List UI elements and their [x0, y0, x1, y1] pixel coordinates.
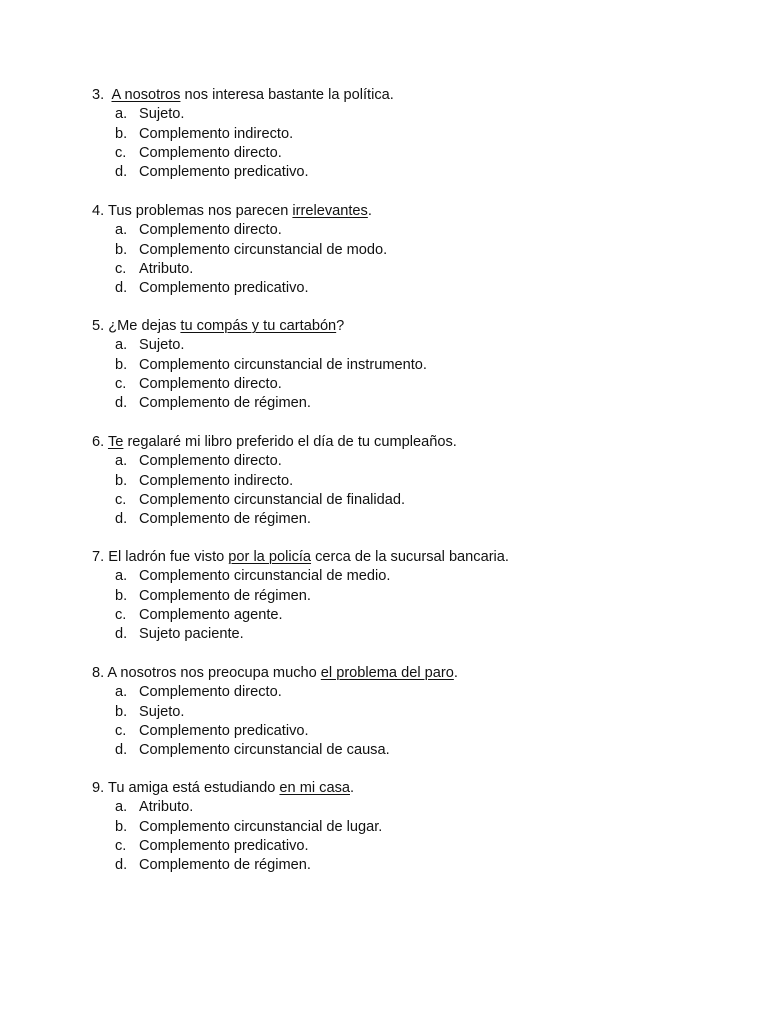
question-number: 7. — [92, 549, 105, 565]
option-a — [92, 221, 732, 240]
option-text: Complemento directo. — [139, 144, 282, 161]
option-text: Complemento circunstancial de modo. — [139, 241, 388, 258]
option-letter: b. — [115, 818, 128, 835]
option-a — [92, 567, 732, 586]
option-letter: d. — [115, 511, 128, 528]
option-c — [92, 606, 732, 625]
stem-underlined: A nosotros — [111, 87, 181, 103]
stem-underlined: irrelevantes — [292, 203, 368, 219]
question-7 — [92, 548, 732, 644]
stem-underlined: Te — [107, 434, 124, 450]
stem-post: ? — [336, 318, 345, 334]
option-a — [92, 336, 732, 355]
option-text: Complemento predicativo. — [139, 722, 309, 739]
option-letter: a. — [115, 568, 128, 585]
stem-post: . — [367, 203, 372, 219]
question-number: 9. — [92, 780, 105, 796]
option-d — [92, 625, 732, 644]
option-letter: c. — [115, 491, 127, 508]
option-letter: d. — [115, 857, 128, 874]
stem-underlined: el problema del paro — [320, 665, 454, 681]
option-a — [92, 105, 732, 124]
option-text: Complemento circunstancial de finalidad. — [139, 491, 406, 508]
option-text: Complemento circunstancial de instrumento. — [139, 356, 427, 373]
option-b — [92, 587, 732, 606]
option-text: Complemento indirecto. — [139, 125, 294, 142]
question-stem — [92, 86, 732, 105]
option-d — [92, 163, 732, 182]
option-a — [92, 452, 732, 471]
option-c — [92, 260, 732, 279]
question-stem — [92, 317, 732, 336]
option-letter: c. — [115, 722, 127, 739]
question-stem — [92, 664, 732, 683]
option-text: Complemento de régimen. — [139, 395, 311, 412]
option-b — [92, 241, 732, 260]
option-letter: b. — [115, 703, 128, 720]
stem-post: cerca de la sucursal bancaria. — [311, 549, 509, 565]
option-text: Complemento predicativo. — [139, 837, 309, 854]
option-text: Complemento circunstancial de medio. — [139, 568, 391, 585]
option-text: Atributo. — [139, 260, 194, 277]
option-letter: b. — [115, 356, 128, 373]
question-stem — [92, 202, 732, 221]
option-text: Complemento directo. — [139, 684, 282, 701]
option-letter: a. — [115, 222, 128, 239]
option-letter: d. — [115, 626, 128, 643]
question-number: 3. — [92, 87, 105, 103]
option-text: Complemento de régimen. — [139, 511, 311, 528]
option-a — [92, 683, 732, 702]
option-letter: a. — [115, 453, 128, 470]
question-6 — [92, 433, 732, 529]
option-text: Sujeto. — [139, 106, 185, 123]
option-c — [92, 722, 732, 741]
option-b — [92, 356, 732, 375]
option-letter: b. — [115, 472, 128, 489]
option-b — [92, 472, 732, 491]
question-5 — [92, 317, 732, 413]
question-number: 5. — [92, 318, 105, 334]
stem-pre: ¿Me dejas — [108, 318, 181, 334]
option-text: Complemento directo. — [139, 222, 282, 239]
option-d — [92, 741, 732, 760]
option-letter: a. — [115, 106, 128, 123]
stem-post: regalaré mi libro preferido el día de tu cumpleaños. — [123, 434, 457, 450]
option-letter: d. — [115, 395, 128, 412]
option-b — [92, 703, 732, 722]
option-c — [92, 375, 732, 394]
option-letter: d. — [115, 164, 128, 181]
question-stem — [92, 548, 732, 567]
question-stem — [92, 433, 732, 452]
question-9 — [92, 779, 732, 875]
option-text: Sujeto paciente. — [139, 626, 244, 643]
option-text: Complemento predicativo. — [139, 280, 309, 297]
question-4 — [92, 202, 732, 298]
stem-pre: El ladrón fue visto — [108, 549, 229, 565]
option-c — [92, 144, 732, 163]
option-letter: b. — [115, 587, 128, 604]
option-text: Complemento circunstancial de causa. — [139, 742, 390, 759]
option-text: Complemento indirecto. — [139, 472, 294, 489]
option-letter: c. — [115, 144, 127, 161]
option-c — [92, 837, 732, 856]
stem-underlined: tu compás y tu cartabón — [180, 318, 337, 334]
option-text: Sujeto. — [139, 337, 185, 354]
stem-underlined: en mi casa — [279, 780, 350, 796]
stem-pre: Tu amiga está estudiando — [107, 780, 280, 796]
option-text: Complemento de régimen. — [139, 587, 311, 604]
stem-post: . — [453, 665, 458, 681]
option-text: Sujeto. — [139, 703, 185, 720]
question-8 — [92, 664, 732, 760]
stem-pre: Tus problemas nos parecen — [107, 203, 293, 219]
option-a — [92, 798, 732, 817]
option-text: Complemento agente. — [139, 606, 283, 623]
option-letter: d. — [115, 742, 128, 759]
stem-underlined: por la policía — [228, 549, 312, 565]
option-letter: a. — [115, 684, 128, 701]
option-letter: b. — [115, 241, 128, 258]
option-letter: c. — [115, 837, 127, 854]
option-letter: c. — [115, 375, 127, 392]
option-d — [92, 394, 732, 413]
option-text: Complemento directo. — [139, 453, 282, 470]
option-letter: d. — [115, 280, 128, 297]
stem-post: . — [350, 780, 355, 796]
option-d — [92, 510, 732, 529]
option-text: Atributo. — [139, 799, 194, 816]
option-c — [92, 491, 732, 510]
option-letter: c. — [115, 260, 127, 277]
option-d — [92, 279, 732, 298]
option-b — [92, 818, 732, 837]
option-d — [92, 856, 732, 875]
option-letter: a. — [115, 799, 128, 816]
option-b — [92, 125, 732, 144]
stem-post: nos interesa bastante la política. — [180, 87, 394, 103]
option-letter: c. — [115, 606, 127, 623]
question-number: 4. — [92, 203, 105, 219]
option-text: Complemento de régimen. — [139, 857, 311, 874]
question-number: 8. — [92, 665, 105, 681]
question-number: 6. — [92, 434, 105, 450]
option-text: Complemento predicativo. — [139, 164, 309, 181]
option-text: Complemento circunstancial de lugar. — [139, 818, 383, 835]
option-text: Complemento directo. — [139, 375, 282, 392]
option-letter: b. — [115, 125, 128, 142]
question-3 — [92, 86, 732, 182]
stem-pre: A nosotros nos preocupa mucho — [107, 665, 321, 681]
question-stem — [92, 779, 732, 798]
option-letter: a. — [115, 337, 128, 354]
